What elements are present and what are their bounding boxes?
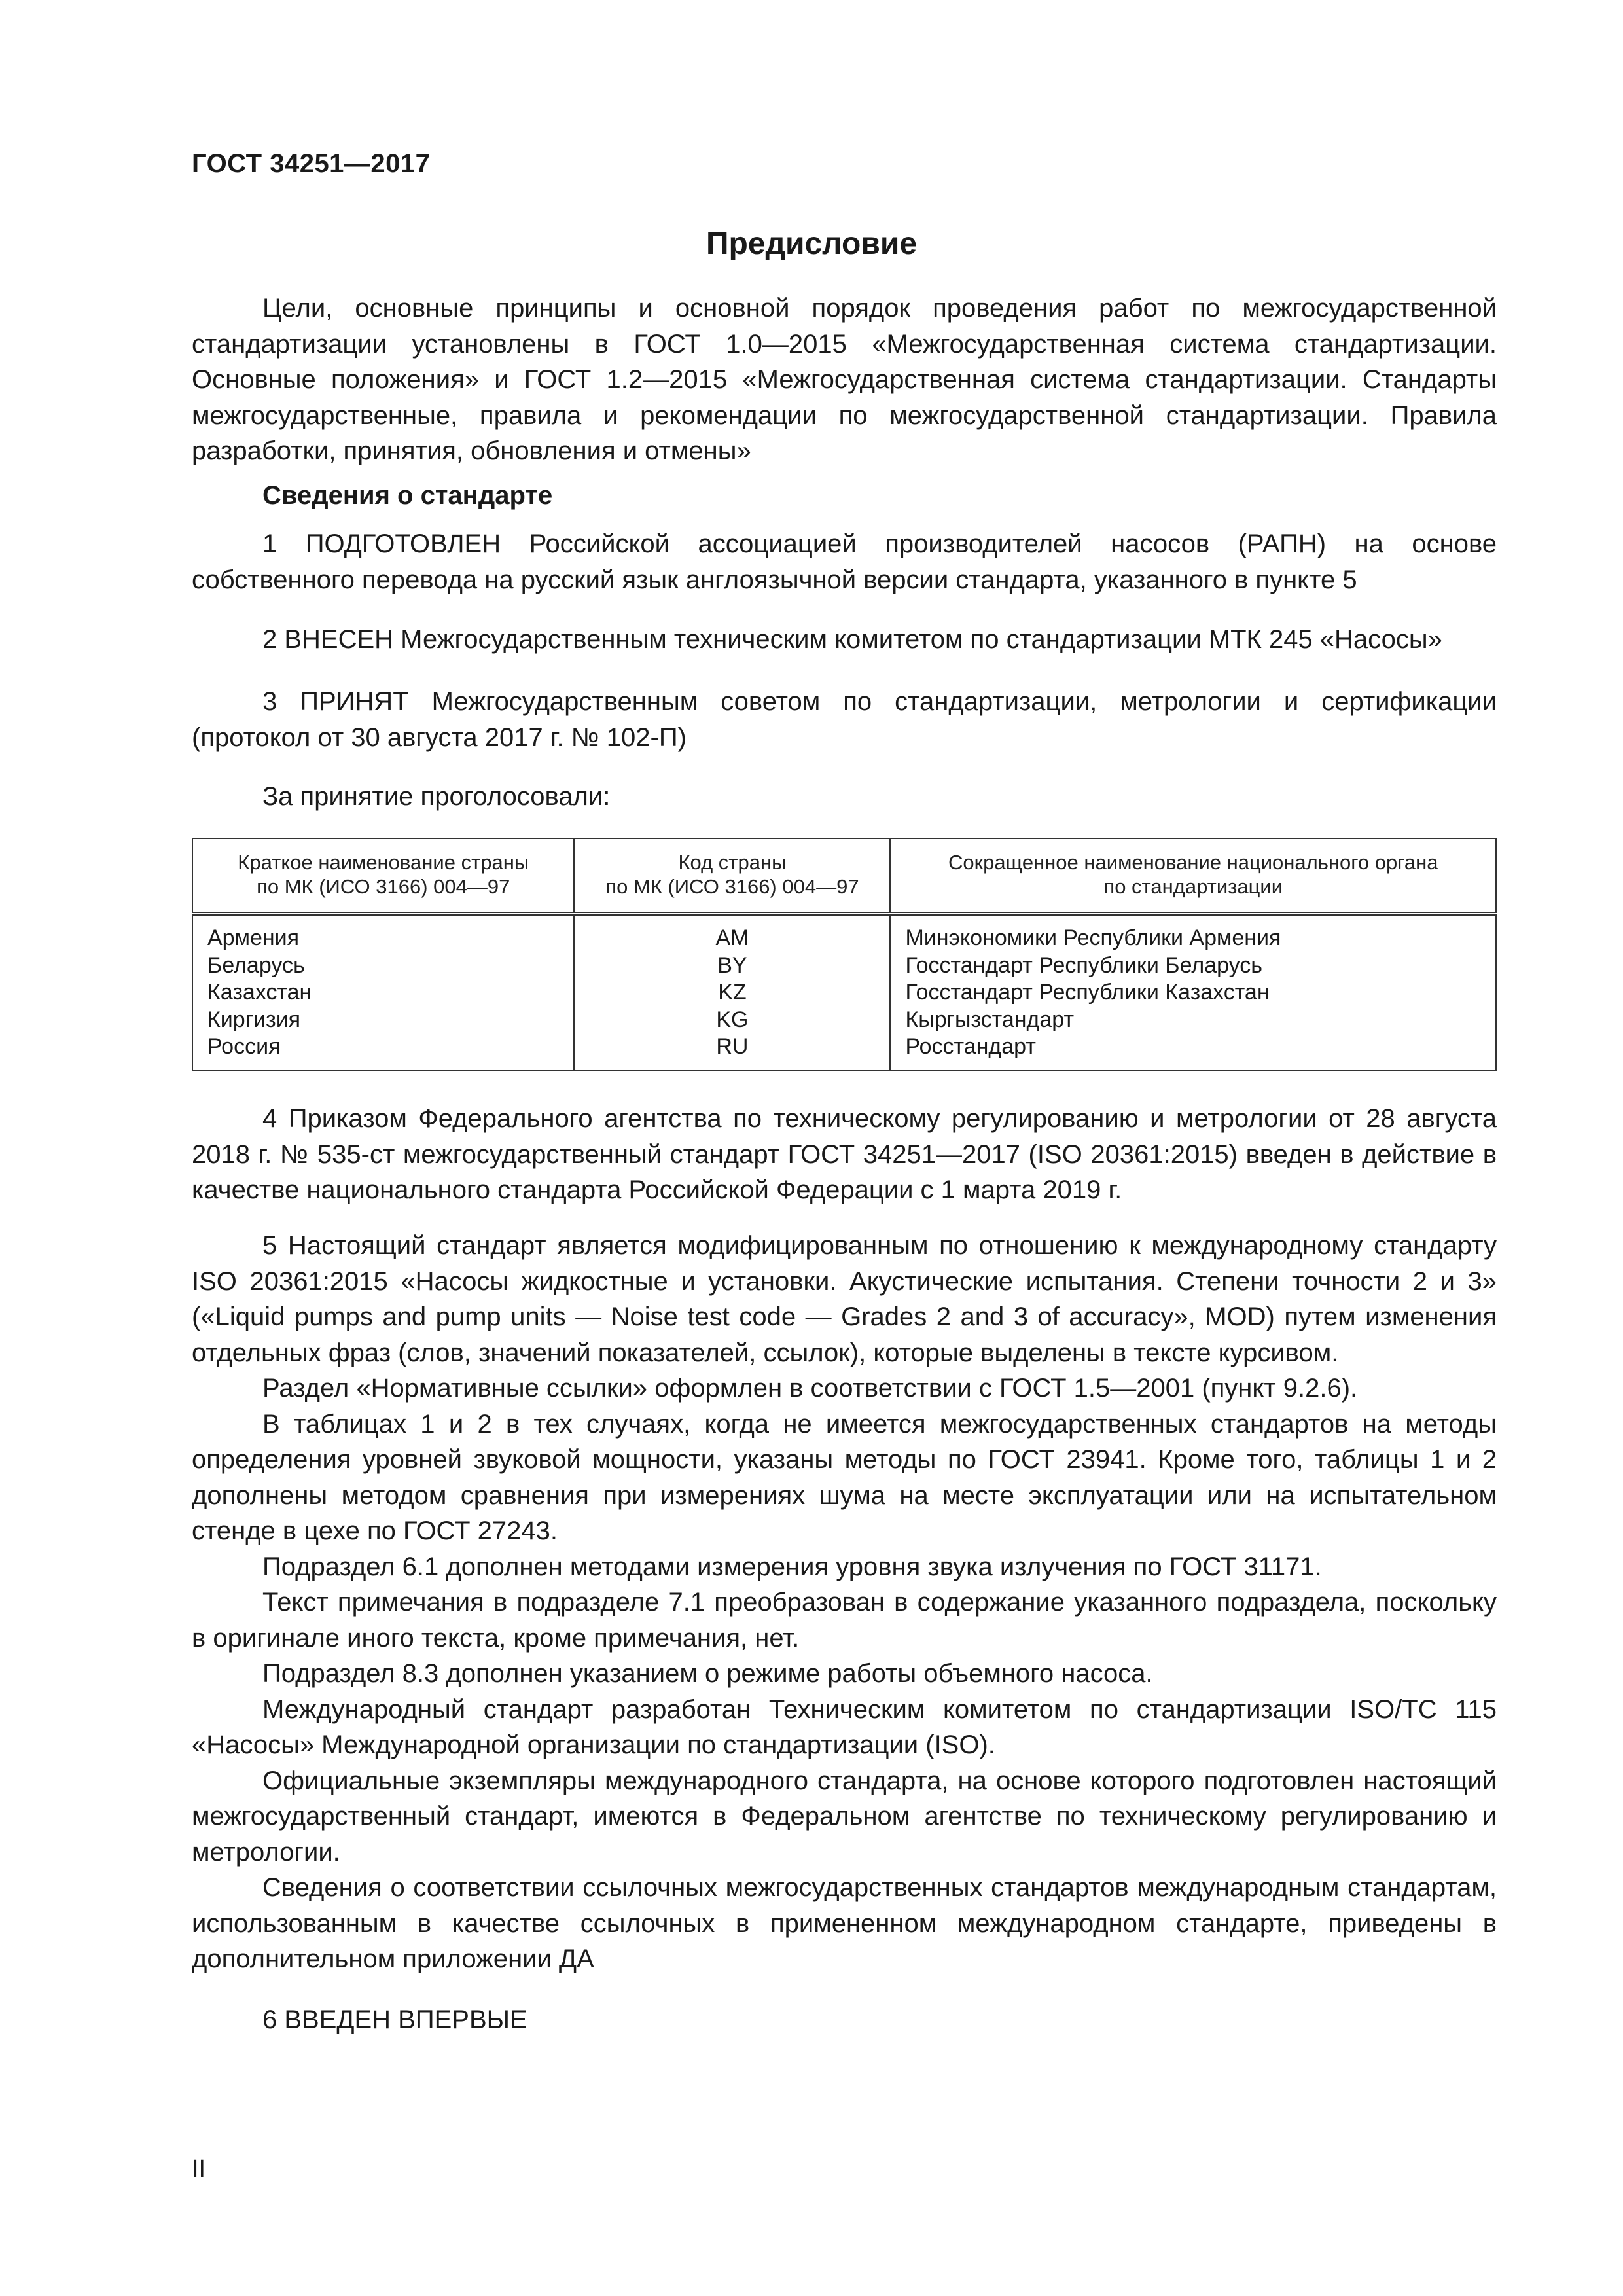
item-4 [192, 1101, 1497, 1208]
country-name: Киргизия [207, 1007, 301, 1032]
country-name: Россия [207, 1034, 281, 1059]
country-code: AM [715, 925, 749, 950]
item-3 [192, 684, 1497, 755]
item-5-paragraph: Международный стандарт разработан Техническим комитетом по стандартизации ISO/TC 115 «Насосы» Международной организации по стандартизации (ISO). [192, 1695, 1497, 1759]
item-2 [192, 622, 1497, 658]
country-code: BY [717, 952, 747, 978]
item-5-paragraph: Подраздел 8.3 дополнен указанием о режиме работы объемного насоса. [262, 1659, 1153, 1688]
table-header-row [192, 838, 1496, 914]
item-5-paragraph: В таблицах 1 и 2 в тех случаях, когда не имеется межгосударственных стандартов на методы определения уровней звуковой мощности, указаны методы по ГОСТ 23941. Кроме того, таблицы 1 и 2 дополнены методом сравнения при измерениях шума на месте эксплуатации или на испытательном стенде в цехе по ГОСТ 27243. [192, 1409, 1497, 1545]
country-name: Казахстан [207, 980, 312, 1005]
item-4-text: 4 Приказом Федерального агентства по техническому регулированию и метрологии от 28 августа 2018 г. № 535-ст межгосударственный стандарт ГОСТ 34251—2017 (ISO 20361:2015) введен в действие в качестве национального стандарта Российской Федерации с 1 марта 2019 г. [192, 1104, 1497, 1204]
national-body: Кыргызстандарт [905, 1007, 1075, 1032]
header-country-code: Код страны по МК (ИСО 3166) 004—97 [574, 838, 890, 914]
voted-label-text: За принятие проголосовали: [262, 782, 611, 811]
country-names-cell [192, 914, 574, 1071]
national-body: Росстандарт [905, 1034, 1036, 1059]
page-number: II [192, 2155, 206, 2183]
item-5-paragraph: Подраздел 6.1 дополнен методами измерения уровня звука излучения по ГОСТ 31171. [262, 1552, 1322, 1581]
intro-text: Цели, основные принципы и основной порядок проведения работ по межгосударственной стандартизации установлены в ГОСТ 1.0—2015 «Межгосударственная система стандартизации. Основные положения» и ГОСТ 1.2—2015 «Межгосударственная система стандартизации. Стандарты межгосударственные, правила и рекомендации по межгосударственной стандартизации. Правила разработки, принятия, обновления и отмены» [192, 294, 1497, 465]
item-2-text: 2 ВНЕСЕН Межгосударственным техническим комитетом по стандартизации МТК 245 «Насосы» [262, 625, 1442, 654]
document-code: ГОСТ 34251—2017 [192, 149, 431, 178]
national-body: Госстандарт Республики Казахстан [905, 980, 1270, 1005]
intro-paragraph [192, 291, 1497, 469]
national-body: Госстандарт Республики Беларусь [905, 952, 1262, 978]
item-5-paragraph: Текст примечания в подразделе 7.1 преобразован в содержание указанного подраздела, поскольку в оригинале иного текста, кроме примечания, нет. [192, 1588, 1497, 1653]
page-title: Предисловие [705, 226, 918, 261]
standard-info-heading: Сведения о стандарте [262, 481, 553, 510]
country-code: KZ [718, 980, 747, 1005]
item-1 [192, 526, 1497, 598]
item-5-paragraph: Официальные экземпляры международного стандарта, на основе которого подготовлен настоящий межгосударственный стандарт, имеются в Федеральном агентстве по техническому регулированию и метрологии. [192, 1766, 1497, 1867]
country-code: KG [716, 1007, 749, 1032]
table-body-row [192, 914, 1496, 1071]
item-5 [192, 1228, 1497, 2037]
national-bodies-cell [890, 914, 1496, 1071]
voting-table [192, 838, 1497, 1071]
country-code: RU [716, 1034, 749, 1059]
item-5-paragraph: Раздел «Нормативные ссылки» оформлен в соответствии с ГОСТ 1.5—2001 (пункт 9.2.6). [262, 1374, 1358, 1403]
country-name: Беларусь [207, 952, 305, 978]
country-name: Армения [207, 925, 300, 950]
item-5-paragraph: Сведения о соответствии ссылочных межгосударственных стандартов международным стандартам, использованным в качестве ссылочных в примененном международном стандарте, приведены в дополнительном приложении ДА [192, 1873, 1497, 1973]
header-country-name: Краткое наименование страны по МК (ИСО 3166) 004—97 [192, 838, 574, 914]
item-1-text: 1 ПОДГОТОВЛЕН Российской ассоциацией производителей насосов (РАПН) на основе собственного перевода на русский язык англоязычной версии стандарта, указанного в пункте 5 [192, 529, 1497, 594]
country-codes-cell [574, 914, 890, 1071]
item-3-text: 3 ПРИНЯТ Межгосударственным советом по стандартизации, метрологии и сертификации (протокол от 30 августа 2017 г. № 102-П) [192, 687, 1497, 752]
item-5-paragraph: 5 Настоящий стандарт является модифицированным по отношению к международному стандарту ISO 20361:2015 «Насосы жидкостные и установки. Акустические испытания. Степени точности 2 и 3» («Liquid pumps and pump units — Noise test code — Grades 2 and 3 of accuracy», MOD) путем изменения отдельных фраз (слов, значений показателей, ссылок), которые выделены в тексте курсивом. [192, 1231, 1497, 1367]
voted-label [192, 779, 1497, 815]
item-6-text: 6 ВВЕДЕН ВПЕРВЫЕ [262, 2005, 527, 2034]
header-national-body: Сокращенное наименование национального органа по стандартизации [890, 838, 1496, 914]
national-body: Минэкономики Республики Армения [905, 925, 1281, 950]
